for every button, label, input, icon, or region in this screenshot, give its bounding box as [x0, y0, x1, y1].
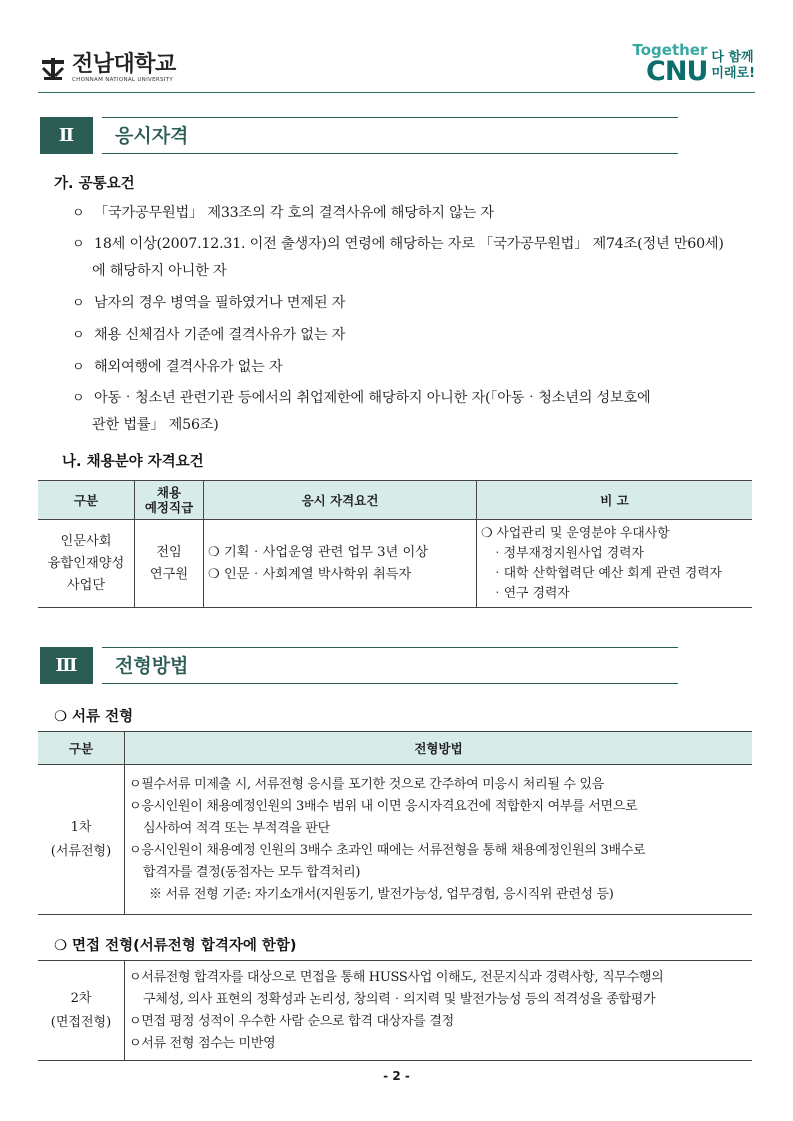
col-header-division: 구분 [38, 481, 135, 520]
list-item: ㅇ 채용 신체검사 기준에 결격사유가 없는 자 [72, 321, 756, 350]
table-row [38, 765, 752, 915]
document-screening-heading: ❍ 서류 전형 [54, 709, 134, 725]
common-requirements-heading: 가. 공통요건 [54, 176, 135, 192]
list-item-continuation: 에 해당하지 아니한 자 [92, 263, 227, 279]
brand-slogan-line2: 미래로! [711, 66, 755, 81]
rank-cell: 전임 연구원 [135, 520, 204, 608]
col-header-method: 전형방법 [125, 732, 753, 765]
bullet-mark: ㅇ [72, 206, 85, 221]
university-logo [40, 54, 176, 83]
division-cell: 인문사회 융합인재양성 사업단 [38, 520, 135, 608]
field-requirements-heading: 나. 채용분야 자격요건 [62, 454, 204, 470]
logo-english-name: CHONNAM NATIONAL UNIVERSITY [72, 77, 173, 83]
bullet-mark: ㅇ [72, 296, 85, 311]
bullet-mark: ㅇ [72, 328, 85, 343]
header-divider [38, 92, 755, 93]
section-2-heading [40, 117, 678, 154]
section-2-number: Ⅱ [40, 117, 93, 154]
list-item: ㅇ 아동‧청소년 관련기관 등에서의 취업제한에 해당하지 아니한 자(「아동‧청소년의 성보호에 [72, 384, 756, 413]
page-number: - 2 - [383, 1069, 410, 1083]
col-header-requirements: 응시 자격요건 [204, 481, 477, 520]
notes-cell: ❍ 사업관리 및 운영분야 우대사항 ‧정부재정지원사업 경력자 ‧대학 산학협력단 예산 회계 관련 경력자 ‧연구 경력자 [477, 520, 753, 608]
logo-korean-name: 전남대학교 [72, 52, 176, 77]
stage-cell: 2차 (면접전형) [38, 961, 125, 1061]
list-item-continuation: 관한 법률」 제56조) [92, 417, 219, 433]
brand-slogan-line1: 다 함께 [711, 50, 754, 65]
stage-cell: 1차 (서류전형) [38, 765, 125, 915]
document-screening-table [38, 731, 752, 915]
bullet-mark: ㅇ [72, 360, 85, 375]
table-row [38, 961, 752, 1061]
list-item: ㅇ 18세 이상(2007.12.31. 이전 출생자)의 연령에 해당하는 자로 「국가공무원법」 제74조(정년 만60세) [72, 230, 756, 259]
table-row [38, 520, 752, 608]
qualification-table [38, 480, 752, 608]
interview-heading: ❍ 면접 전형(서류전형 합격자에 한함) [54, 938, 297, 954]
section-2-title: 응시자격 [115, 125, 189, 147]
col-header-rank: 채용 예정직급 [135, 481, 204, 520]
bullet-mark: ㅇ [72, 237, 85, 252]
brand-cnu: CNU [646, 56, 708, 87]
col-header-notes: 비 고 [477, 481, 753, 520]
requirements-cell: ❍ 기획‧사업운영 관련 업무 3년 이상 ❍ 인문‧사회계열 박사학위 취득자 [204, 520, 477, 608]
together-cnu-brand [633, 42, 756, 85]
method-cell: ㅇ서류전형 합격자를 대상으로 면접을 통해 HUSS사업 이해도, 전문지식과 경력사항, 직무수행의 구체성, 의사 표현의 정확성과 논리성, 창의력‧의지력 및 발전가능성 등의 적격성을 종합평가 ㅇ면접 평정 성적이 우수한 사람 순으로 합격 대상자를 결정 ㅇ서류 전형 점수는 미반영 [125, 961, 753, 1061]
interview-table [38, 960, 752, 1061]
list-item: ㅇ 「국가공무원법」 제33조의 각 호의 결격사유에 해당하지 않는 자 [72, 199, 756, 228]
list-item: ㅇ 남자의 경우 병역을 필하였거나 면제된 자 [72, 289, 756, 318]
section-3-title: 전형방법 [115, 655, 189, 677]
list-item: ㅇ 해외여행에 결격사유가 없는 자 [72, 353, 756, 382]
section-3-number: Ⅲ [40, 647, 93, 684]
cnu-emblem-icon [40, 56, 66, 82]
col-header-division: 구분 [38, 732, 125, 765]
bullet-mark: ㅇ [72, 391, 85, 406]
section-3-heading [40, 647, 678, 684]
brand-together: Together [632, 41, 708, 59]
method-cell: ㅇ필수서류 미제출 시, 서류전형 응시를 포기한 것으로 간주하여 미응시 처리될 수 있음 ㅇ응시인원이 채용예정인원의 3배수 범위 내 이면 응시자격요건에 적합한지 여부를 서면으로 심사하여 적격 또는 부적격을 판단 ㅇ응시인원이 채용예정 인원의 3배수 초과인 때에는 서류전형을 통해 채용예정인원의 3배수로 합격자를 결정(동점자는 모두 합격처리) ※ 서류 전형 기준: 자기소개서(지원동기, 발전가능성, 업무경험, 응시직위 관련성 등) [125, 765, 753, 915]
